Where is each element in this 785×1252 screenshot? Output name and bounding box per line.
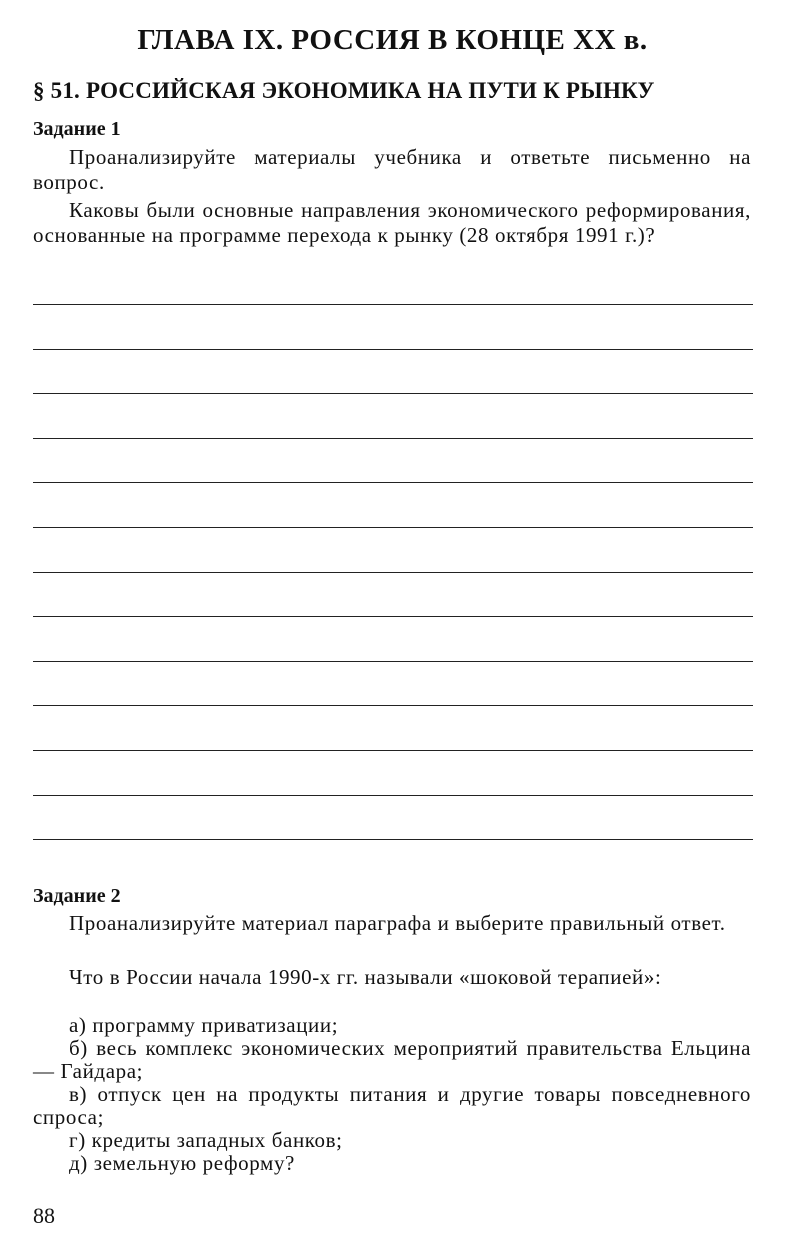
answer-line[interactable] [33, 304, 753, 305]
task-2-question [33, 965, 751, 990]
answer-line[interactable] [33, 482, 753, 483]
option-d[interactable] [33, 1129, 751, 1152]
answer-line[interactable] [33, 572, 753, 573]
answer-line[interactable] [33, 349, 753, 350]
option-a[interactable] [33, 1014, 751, 1037]
task-2-instruction-text: Проанализируйте материал параграфа и выберите правильный ответ. [69, 911, 726, 935]
answer-line[interactable] [33, 527, 753, 528]
option-c-text: в) отпуск цен на продукты питания и другие товары повседневного спроса; [33, 1082, 751, 1129]
task-1-answer-area[interactable] [33, 282, 753, 862]
option-d-text: г) кредиты западных банков; [69, 1128, 343, 1152]
section-title: § 51. РОССИЙСКАЯ ЭКОНОМИКА НА ПУТИ К РЫНКУ [33, 78, 655, 103]
answer-line[interactable] [33, 705, 753, 706]
task-2-heading: Задание 2 [33, 885, 121, 907]
option-c[interactable] [33, 1083, 751, 1129]
option-b[interactable] [33, 1037, 751, 1083]
task-1-question [33, 198, 751, 248]
task-1-instruction-text: Проанализируйте материалы учебника и ответьте письменно на вопрос. [33, 145, 751, 194]
answer-line[interactable] [33, 795, 753, 796]
option-a-text: а) программу приватизации; [69, 1013, 339, 1037]
answer-line[interactable] [33, 616, 753, 617]
answer-line[interactable] [33, 393, 753, 394]
task-1-instruction [33, 145, 751, 195]
answer-line[interactable] [33, 661, 753, 662]
task-1-heading: Задание 1 [33, 118, 121, 140]
task-2-options [33, 1014, 751, 1175]
task-1-question-text: Каковы были основные направления экономического реформирования, основанные на программе перехода к рынку (28 октября 1991 г.)? [33, 198, 751, 247]
option-e-text: д) земельную реформу? [69, 1151, 295, 1175]
task-2-question-text: Что в России начала 1990-х гг. называли «шоковой терапией»: [69, 965, 662, 989]
answer-line[interactable] [33, 750, 753, 751]
answer-line[interactable] [33, 438, 753, 439]
page-number: 88 [33, 1203, 55, 1228]
chapter-title: ГЛАВА IX. РОССИЯ В КОНЦЕ XX в. [137, 24, 648, 56]
task-2-instruction [33, 911, 751, 936]
option-b-text: б) весь комплекс экономических мероприятий правительства Ельцина — Гайдара; [33, 1036, 751, 1083]
answer-line[interactable] [33, 839, 753, 840]
option-e[interactable] [33, 1152, 751, 1175]
